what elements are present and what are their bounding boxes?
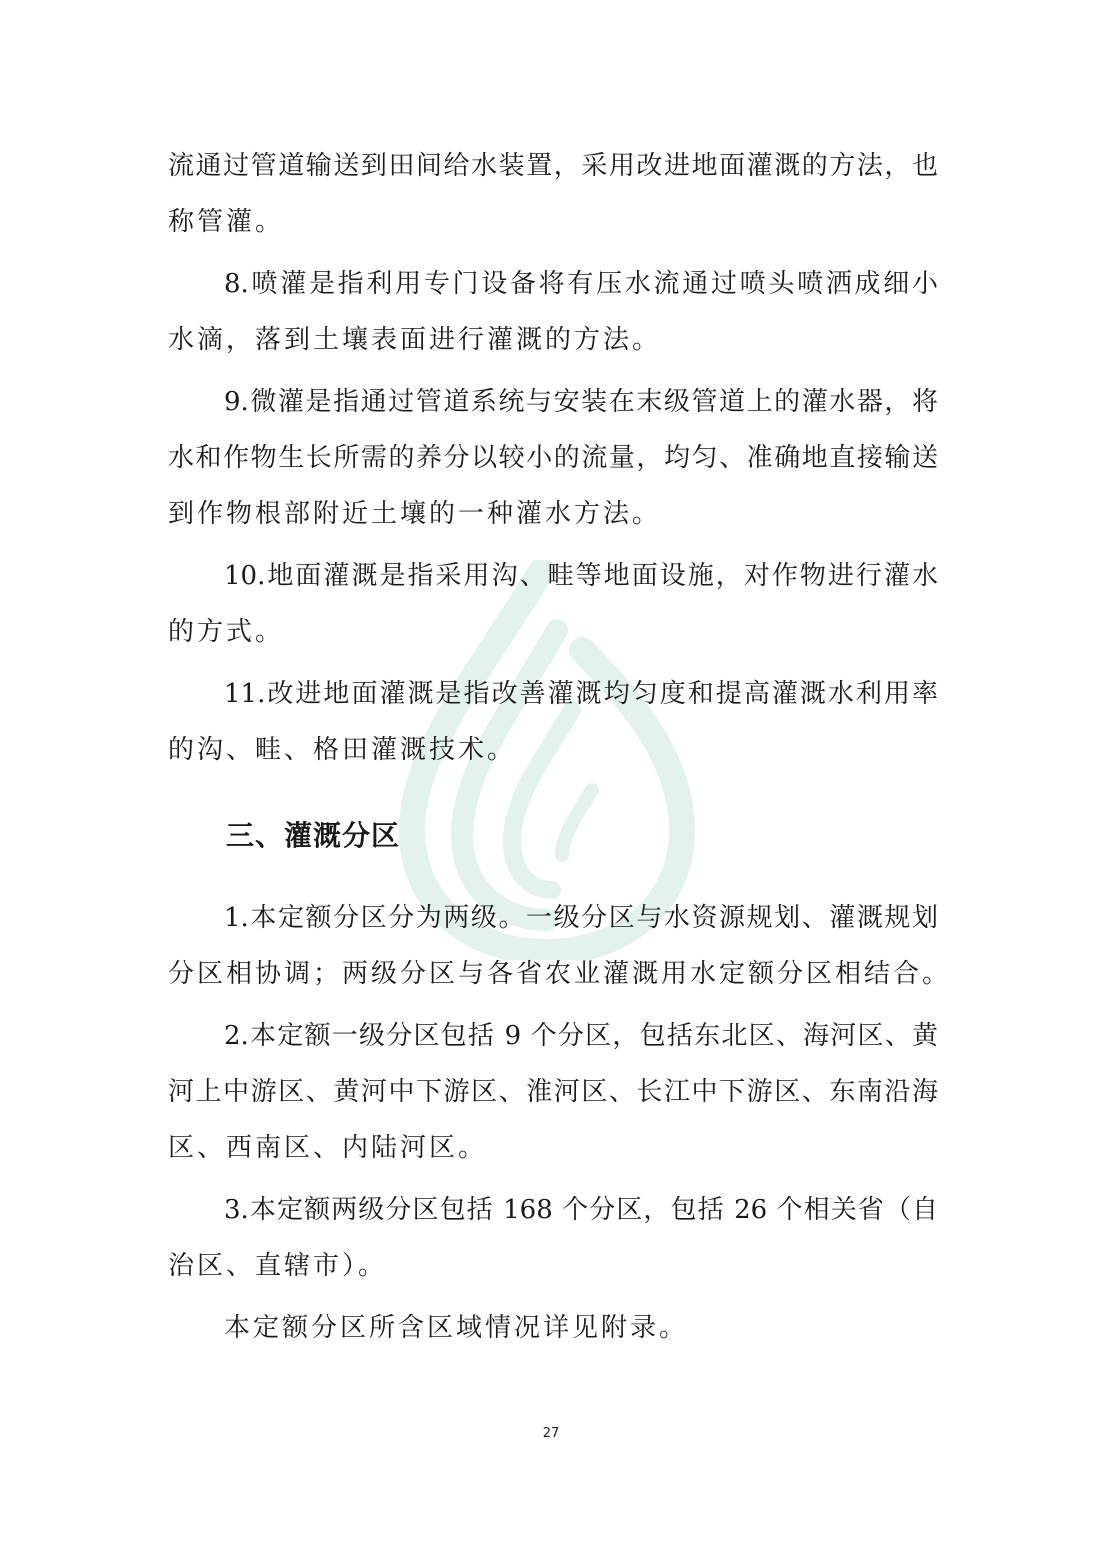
- text-line: 治区、直辖市）。: [168, 1251, 388, 1281]
- text-line: 8.喷灌是指利用专门设备将有压水流通过喷头喷洒成细小: [224, 269, 938, 299]
- text-line: 的沟、畦、格田灌溉技术。: [168, 735, 517, 765]
- paragraph-improved-surface-irrigation: [168, 666, 938, 778]
- paragraph-pipe-irrigation: [168, 138, 938, 250]
- text-line: 区、西南区、内陆河区。: [168, 1133, 488, 1163]
- text-line: 水和作物生长所需的养分以较小的流量，均匀、准确地直接输送: [168, 443, 938, 473]
- paragraph-appendix-note: [168, 1300, 938, 1356]
- text-line: 的方式。: [168, 617, 285, 647]
- paragraph-second-level-zones: [168, 1182, 938, 1294]
- document-body: [168, 138, 952, 1356]
- text-line: 流通过管道输送到田间给水装置，采用改进地面灌溉的方法，也: [168, 151, 938, 181]
- page-number: 27: [542, 1426, 560, 1441]
- section-heading: 三、灌溉分区: [226, 819, 401, 852]
- text-line: 本定额分区所含区域情况详见附录。: [224, 1313, 689, 1343]
- text-line: 9.微灌是指通过管道系统与安装在末级管道上的灌水器，将: [224, 387, 938, 417]
- paragraph-micro-irrigation: [168, 374, 938, 542]
- text-line: 称管灌。: [168, 207, 285, 237]
- text-line: 3.本定额两级分区包括 168 个分区，包括 26 个相关省（自: [224, 1195, 938, 1225]
- paragraph-sprinkler-irrigation: [168, 256, 938, 368]
- text-line: 11.改进地面灌溉是指改善灌溉均匀度和提高灌溉水利用率: [224, 679, 938, 709]
- paragraph-first-level-zones: [168, 1008, 938, 1176]
- text-line: 10.地面灌溉是指采用沟、畦等地面设施，对作物进行灌水: [224, 561, 938, 591]
- text-line: 分区相协调；两级分区与各省农业灌溉用水定额分区相结合。: [168, 959, 952, 989]
- text-line: 2.本定额一级分区包括 9 个分区，包括东北区、海河区、黄: [224, 1021, 938, 1051]
- paragraph-zoning-levels: [168, 890, 952, 1002]
- paragraph-surface-irrigation: [168, 548, 938, 660]
- text-line: 到作物根部附近土壤的一种灌水方法。: [168, 499, 662, 529]
- text-line: 水滴，落到土壤表面进行灌溉的方法。: [168, 325, 662, 355]
- text-line: 1.本定额分区分为两级。一级分区与水资源规划、灌溉规划: [224, 903, 938, 933]
- text-line: 河上中游区、黄河中下游区、淮河区、长江中下游区、东南沿海: [168, 1077, 938, 1107]
